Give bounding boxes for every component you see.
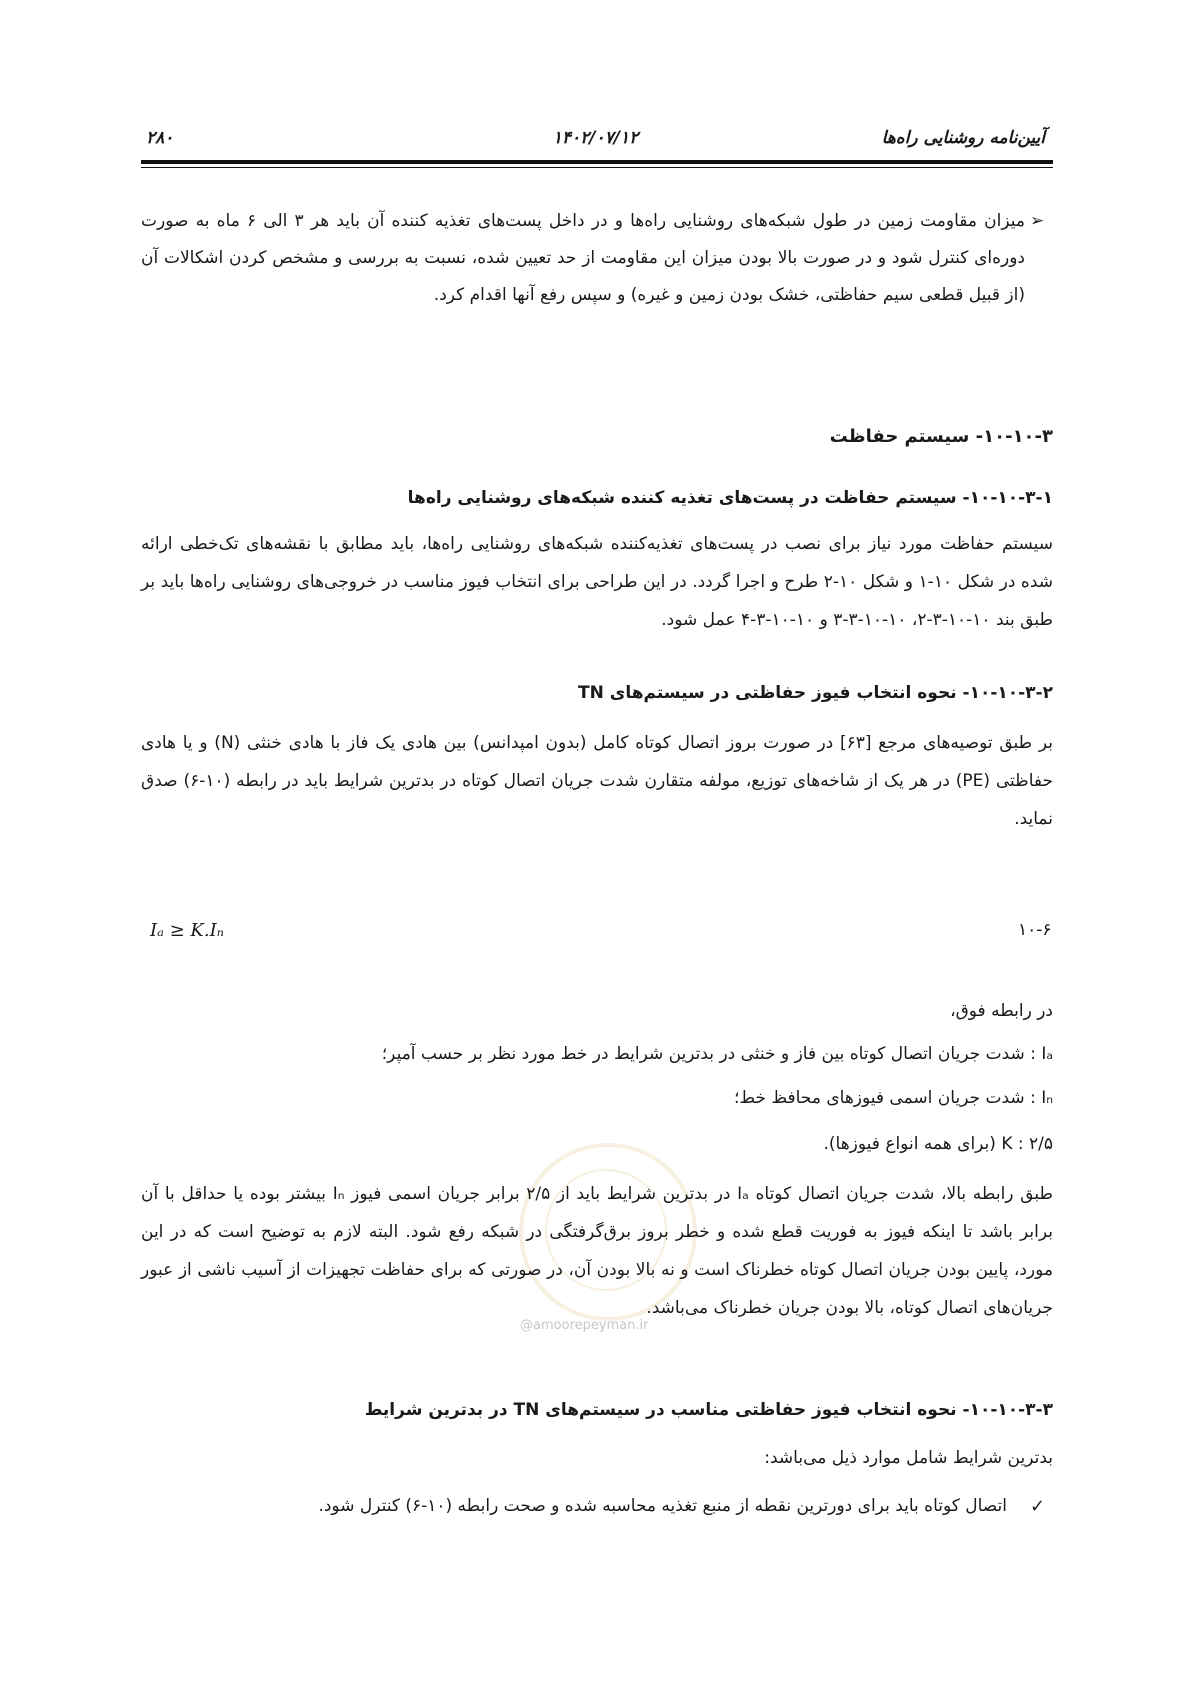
formula-expression: Iₐ ≥ K.Iₙ xyxy=(150,920,224,941)
subsection-heading-3: ۱۰-۱۰-۳-۳- نحوه انتخاب فیوز حفاظتی مناسب در سیستم‌های TN در بدترین شرایط xyxy=(364,1400,1053,1420)
section-heading: ۱۰-۱۰-۳- سیستم حفاظت xyxy=(829,426,1053,447)
watermark-text: @amoorepeyman.ir xyxy=(520,1318,649,1333)
subsection-paragraph-1: سیستم حفاظت مورد نیاز برای نصب در پست‌های تغذیه‌کننده شبکه‌های روشنایی راه‌ها، باید مطابق با نقشه‌های تک‌خطی ارائه شده در شکل ۱۰-۱ و شکل ۱۰-۲ طرح و اجرا گردد. در این طراحی برای انتخاب فیوز مناسب در خروجی‌های روشنایی راه‌ها باید بر طبق بند ۱۰-۱۰-۳-۲، ۱۰-۱۰-۳-۳ و ۱۰-۱۰-۳-۴ عمل شود. xyxy=(141,534,1053,630)
check-bullet-icon: ✓ xyxy=(1030,1496,1046,1517)
page-number: ۲۸۰ xyxy=(146,128,174,148)
arrow-bullet-icon: ➢ xyxy=(1030,211,1045,231)
explanation-paragraph: طبق رابطه بالا، شدت جریان اتصال کوتاه Iₐ در بدترین شرایط باید از ۲/۵ برابر جریان اسمی فیوز Iₙ بیشتر بوده یا حداقل با آن برابر باشد تا اینکه فیوز به فوریت قطع شده و خطر بروز برق‌گرفتگی در شبکه رفع شود. البته لازم به توضیح است که در این مورد، پایین بودن جریان اتصال کوتاه خطرناک است و نه بالا بودن آن، در صورتی که برای حفاظت تجهیزات از آسیب ناشی از عبور جریان‌های اتصال کوتاه، بالا بودن جریان خطرناک می‌باشد. xyxy=(141,1184,1053,1318)
definition-in: Iₙ : شدت جریان اسمی فیوزهای محافظ خط؛ xyxy=(733,1088,1053,1108)
header-date: ۱۴۰۲/۰۷/۱۲ xyxy=(552,128,639,148)
subsection-intro-3: بدترین شرایط شامل موارد ذیل می‌باشد: xyxy=(764,1448,1053,1468)
definitions-intro: در رابطه فوق، xyxy=(950,1001,1053,1021)
check-item-text: اتصال کوتاه باید برای دورترین نقطه از منبع تغذیه محاسبه شده و صحت رابطه (۱۰-۶) کنترل شود. xyxy=(318,1496,1007,1516)
definition-k: K : ۲/۵ (برای همه انواع فیوزها). xyxy=(823,1134,1053,1154)
formula-number: ۱۰-۶ xyxy=(1018,920,1052,940)
definition-ia: Iₐ : شدت جریان اتصال کوتاه بین فاز و خنثی در بدترین شرایط در خط مورد نظر بر حسب آمپر؛ xyxy=(381,1044,1053,1064)
subsection-paragraph-2: بر طبق توصیه‌های مرجع [۶۳] در صورت بروز اتصال کوتاه کامل (بدون امپدانس) بین هادی یک فاز با هادی خنثی (N) و یا هادی حفاظتی (PE) در هر یک از شاخه‌های توزیع، مولفه متقارن شدت جریان اتصال کوتاه در بدترین شرایط باید در رابطه (۱۰-۶) صدق نماید. xyxy=(141,733,1053,829)
subsection-heading-2: ۱۰-۱۰-۳-۲- نحوه انتخاب فیوز حفاظتی در سیستم‌های TN xyxy=(578,683,1053,703)
header-rule-thin xyxy=(141,167,1053,168)
intro-bullet-text: میزان مقاومت زمین در طول شبکه‌های روشنایی راه‌ها و در داخل پست‌های تغذیه کننده آن باید هر ۳ الی ۶ ماه به صورت دوره‌ای کنترل شود و در صورت بالا بودن میزان این مقاومت از حد تعیین شده، نسبت به بررسی و مشخص کردن اشکالات آن (از قبیل قطعی سیم حفاظتی، خشک بودن زمین و غیره) و سپس رفع آنها اقدام کرد. xyxy=(141,211,1025,305)
subsection-heading-1: ۱۰-۱۰-۳-۱- سیستم حفاظت در پست‌های تغذیه کننده شبکه‌های روشنایی راه‌ها xyxy=(407,488,1053,508)
header-rule xyxy=(141,160,1053,164)
header-title: آیین‌نامه روشنایی راه‌ها xyxy=(881,128,1045,148)
